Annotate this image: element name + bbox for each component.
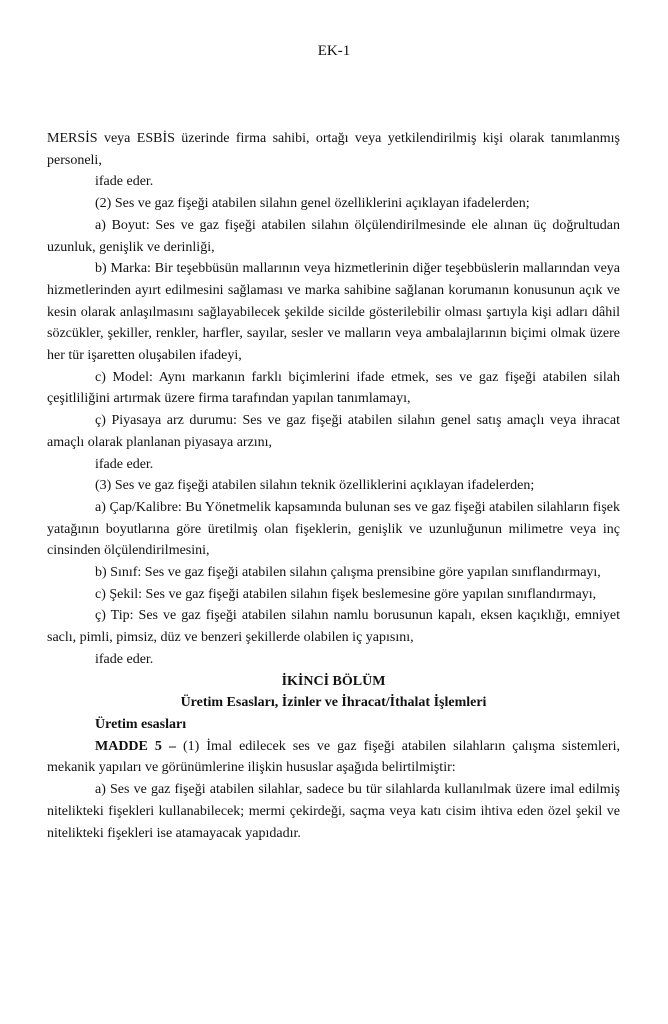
paragraph-sekil: c) Şekil: Ses ve gaz fişeği atabilen silahın fişek beslemesine göre yapılan sınıflandırmayı, [95, 586, 597, 602]
paragraph-ifade-eder-2: ifade eder. [95, 456, 154, 472]
paragraph-sinif: b) Sınıf: Ses ve gaz fişeği atabilen silahın çalışma prensibine göre yapılan sınıflandırmayı, [95, 565, 601, 581]
paragraph-general-features-intro: (2) Ses ve gaz fişeği atabilen silahın genel özelliklerini açıklayan ifadelerden; [95, 196, 530, 212]
paragraph-ifade-eder-1: ifade eder. [95, 174, 154, 190]
madde-5-paragraph [47, 736, 620, 779]
paragraph-cap-kalibre: a) Çap/Kalibre: Bu Yönetmelik kapsamında bulunan ses ve gaz fişeği atabilen silahların fişek yatağının boyutlarına göre üretilmiş olan fişeklerin, genişlik ve uzunluğunun milimetre veya inç cinsinden ölçülendirilmesini, [47, 499, 620, 559]
madde-5-text: (1) İmal edilecek ses ve gaz fişeği atabilen silahların çalışma sistemleri, mekanik yapıları ve görünümlerine ilişkin hususlar aşağıda belirtilmiştir: [47, 738, 620, 776]
paragraph-madde-5-a: a) Ses ve gaz fişeği atabilen silahlar, sadece bu tür silahlarda kullanılmak üzere imal edilmiş nitelikteki fişekleri kullanabilecek; mermi çekirdeği, saçma veya katı cisim ihtiva eden özel şekil ve nitelikteki fişekleri ise atamayacak yapıdadır. [47, 782, 620, 841]
document-body [47, 128, 620, 844]
section-title: İKİNCİ BÖLÜM [281, 673, 386, 689]
paragraph-tip: ç) Tip: Ses ve gaz fişeği atabilen silahın namlu borusunun kapalı, eksen kaçıklığı, emniyet saclı, pimli, pimsiz, düz ve benzeri şekillerde olabilen iç yapısını, [47, 608, 620, 646]
paragraph-ifade-eder-3: ifade eder. [95, 651, 154, 667]
paragraph-marka: b) Marka: Bir teşebbüsün mallarının veya hizmetlerinin diğer teşebbüslerin mallarından veya hizmetlerinden ayırt edilmesini sağlaması ve marka sahibine sağlanan korumanın konusunun açık ve kesin olarak anlaşılmasını sağlayabilecek şekilde sicilde gösterilebilir olması şartıyla kişi adları dâhil sözcükler, şekiller, renkler, harfler, sayılar, sesler ve malların veya ambalajlarının biçimi olmak üzere her tür işaretten oluşabilen ifadeyi, [47, 261, 620, 364]
page-header: EK-1 [317, 43, 351, 59]
paragraph-boyut: a) Boyut: Ses ve gaz fişeği atabilen silahın ölçülendirilmesinde ele alınan üç doğrultudan uzunluk, genişlik ve derinliği, [47, 217, 620, 255]
paragraph-personnel: MERSİS veya ESBİS üzerinde firma sahibi, ortağı veya yetkilendirilmiş kişi olarak tanımlanmış personeli, [47, 131, 620, 168]
paragraph-technical-features-intro: (3) Ses ve gaz fişeği atabilen silahın teknik özelliklerini açıklayan ifadelerden; [95, 478, 535, 494]
madde-5-label: MADDE 5 – [95, 738, 176, 754]
paragraph-piyasaya-arz: ç) Piyasaya arz durumu: Ses ve gaz fişeği atabilen silahın genel satış amaçlı veya ihracat amaçlı olarak planlanan piyasaya arzını, [47, 413, 620, 450]
paragraph-model: c) Model: Aynı markanın farklı biçimlerini ifade etmek, ses ve gaz fişeği atabilen silah çeşitliliğini artırmak üzere firma tarafından yapılan tanımlamayı, [47, 369, 620, 407]
section-subtitle: Üretim Esasları, İzinler ve İhracat/İthalat İşlemleri [180, 695, 487, 711]
section-heading: Üretim esasları [95, 716, 187, 732]
